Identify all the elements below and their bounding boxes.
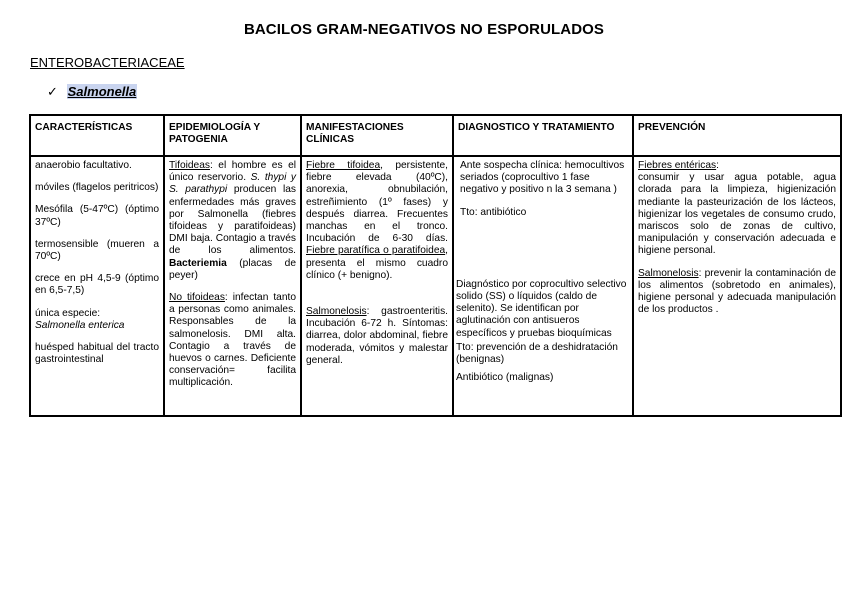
list-item: termosensible (mueren a 70ºC): [35, 238, 159, 263]
fiebre-paratifica-label: Fiebre paratífica o paratifoidea: [306, 245, 446, 257]
list-item: huésped habitual del tracto gastrointestinal: [35, 342, 159, 366]
tifoideas-label: Tifoideas: [169, 160, 210, 171]
text-span: producen las enfermedades más graves por Salmonella (fiebres tifoideas y paratifoideas) DMI baja. Contagio a través de los alimentos.: [169, 184, 296, 257]
salmonelosis-label: Salmonelosis: [306, 306, 367, 318]
header-epidemiologia: EPIDEMIOLOGÍA Y PATOGENIA: [164, 115, 301, 156]
no-tifoideas-paragraph: [169, 292, 296, 390]
fiebres-entericas-label: Fiebres entéricas: [638, 160, 717, 171]
text-span: (placas de peyer): [169, 257, 296, 281]
list-item: [35, 308, 159, 332]
list-item: Mesófila (5-47ºC) (óptimo 37ºC): [35, 204, 159, 228]
genus-heading: [47, 84, 137, 100]
list-item: crece en pH 4,5-9 (óptimo en 6,5-7,5): [35, 273, 159, 297]
cell-manifestaciones: [301, 156, 453, 416]
salmonelosis-paragraph: [306, 306, 448, 367]
salmonelosis-label: Salmonelosis: [638, 267, 699, 279]
cell-diagnostico: [453, 156, 633, 416]
tifoideas-paragraph: [169, 160, 296, 282]
header-manifestaciones: MANIFESTACIONES CLÍNICAS: [301, 115, 453, 156]
species-name: Salmonella enterica: [35, 319, 125, 331]
cell-epidemiologia: [164, 156, 301, 416]
text-span: , persistente, fiebre elevada (40ºC), anorexia, obnubilación, estreñimiento (1º fases) y después diarrea. Frecuentes manchas en el tronco. Incubación de 6-30 días.: [306, 160, 449, 245]
species-label: única especie:: [35, 307, 101, 319]
bacteriemia-bold: Bacteriemia: [169, 257, 227, 269]
text-span: :: [716, 160, 719, 171]
text-span: : el hombre es el único reservorio.: [169, 160, 296, 184]
header-row: [30, 115, 841, 156]
family-heading: ENTEROBACTERIACEAE: [30, 55, 185, 70]
cell-prevencion: [633, 156, 841, 416]
species-italic: S. thypi y S. parathypi: [169, 172, 297, 196]
fiebre-paragraph: [306, 160, 448, 282]
checkmark-icon: ✓: [47, 84, 58, 99]
header-diagnostico: DIAGNOSTICO Y TRATAMIENTO: [453, 115, 633, 156]
text-span: : prevenir la contaminación de los alimentos (sobretodo en animales), higiene personal y adecuada manipulación de los productos .: [638, 267, 836, 316]
list-item: anaerobio facultativo.: [35, 160, 132, 171]
diagnostico-item: Tto: antibiótico: [460, 206, 527, 218]
no-tifoideas-label: No tifoideas: [169, 292, 225, 304]
list-item: móviles (flagelos peritricos): [35, 182, 159, 194]
header-prevencion: PREVENCIÓN: [633, 115, 841, 156]
salmonella-table: [29, 114, 842, 417]
text-span: : infectan tanto a personas como animales. Responsables de la salmonelosis. DMI alta. Contagio a través de huevos o carnes. Deficiente conservación= facilita multiplicación.: [169, 292, 296, 389]
fiebres-entericas-paragraph: [638, 160, 836, 258]
diagnostico-item: Ante sospecha clínica: hemocultivos seriados (coprocultivo 1 fase negativo y positivo n la 3 semana ): [460, 160, 625, 196]
salmonelosis-prevencion-paragraph: [638, 268, 836, 317]
fiebre-tifoidea-label: Fiebre tifoidea: [306, 160, 381, 171]
text-span: , presenta el mismo cuadro clínico (+ benigno).: [306, 245, 448, 281]
genus-name: Salmonella: [67, 84, 137, 99]
diagnostico-item: Tto: prevención de a deshidratación (benignas): [456, 341, 618, 366]
cell-caracteristicas: [30, 156, 164, 416]
diagnostico-item: Diagnóstico por coprocultivo selectivo solido (SS) o líquidos (caldo de selenito). Se identifican por aglutinación con antisueros específicos y pruebas bioquímicas: [456, 278, 627, 339]
text-span: : gastroenteritis. Incubación 6-72 h. Síntomas: diarrea, dolor abdominal, fiebre moderada, vómitos y malestar general.: [306, 306, 448, 366]
content-row: [30, 156, 841, 416]
diagnostico-item: Antibiótico (malignas): [456, 372, 554, 384]
text-span: consumir y usar agua potable, agua clorada para la limpieza, higienización mediante la pasteurización de los lácteos, higienizar los vegetales de consumo crudo, mariscos solo de zonas de cultivo, manipulación y conservación adecuada e higiene personal.: [638, 172, 836, 257]
header-caracteristicas: CARACTERÍSTICAS: [30, 115, 164, 156]
page-title: BACILOS GRAM-NEGATIVOS NO ESPORULADOS: [243, 21, 605, 38]
